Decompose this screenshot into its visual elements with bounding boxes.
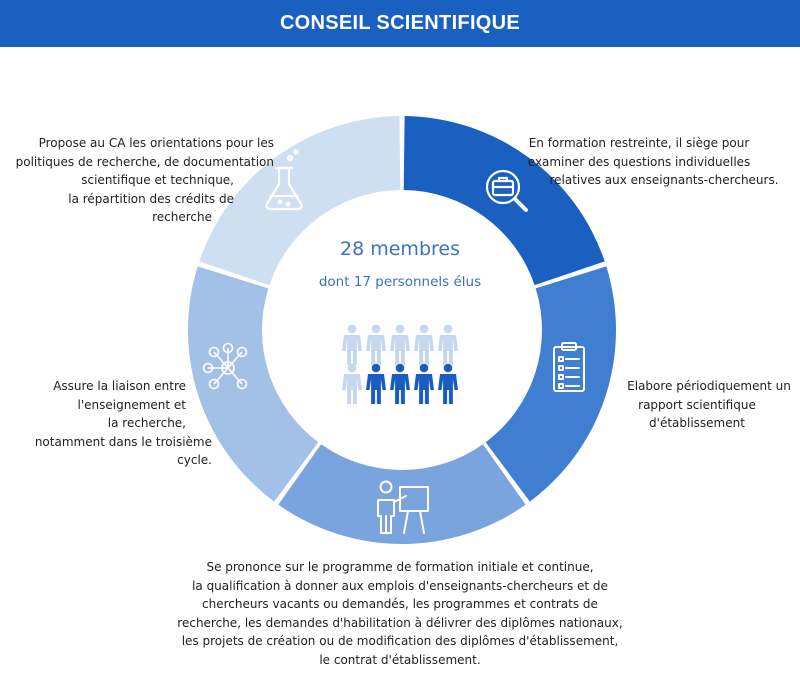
text-line: la répartition des crédits de	[68, 191, 234, 206]
text-line: recherche, les demandes d'habilitation à délivrer des diplômes nationaux,	[177, 615, 623, 630]
description-top-left	[2, 134, 274, 227]
text-line: la recherche,	[107, 416, 186, 430]
text-line: Se prononce sur le programme de formation initiale et continue,	[206, 560, 594, 574]
text-line: Propose au CA les orientations pour les	[38, 136, 274, 150]
description-left	[6, 377, 212, 470]
text-line: Assure la liaison entre	[53, 379, 186, 393]
text-line: cycle.	[177, 453, 212, 467]
page-title: CONSEIL SCIENTIFIQUE	[279, 12, 521, 34]
elected-count: dont 17 personnels élus	[318, 274, 482, 290]
text-line: chercheurs vacants ou demandés, les programmes et contrats de	[202, 597, 598, 611]
text-line: rapport scientifique	[638, 397, 756, 412]
text-line: En formation restreinte, il siège pour	[528, 136, 750, 150]
text-line: notamment dans le troisième	[34, 434, 212, 449]
description-top-right	[480, 134, 798, 190]
description-right	[602, 377, 792, 433]
text-line: les projets de création ou de modification des diplômes d'établissement,	[181, 634, 619, 648]
description-bottom	[150, 558, 650, 669]
text-line: relatives aux enseignants-chercheurs.	[549, 173, 779, 187]
text-line: le contrat d'établissement.	[319, 652, 481, 667]
text-line: recherche	[152, 210, 212, 224]
text-line: scientifique et technique,	[81, 173, 234, 187]
members-count: 28 membres	[340, 238, 460, 260]
text-line: examiner des questions individuelles	[527, 154, 751, 169]
text-line: Elabore périodiquement un	[627, 379, 791, 393]
text-line: l'enseignement et	[77, 397, 186, 412]
text-line: la qualification à donner aux emplois d'enseignants-chercheurs et de	[192, 578, 608, 593]
text-line: politiques de recherche, de documentation	[15, 154, 274, 169]
text-line: d'établissement	[649, 416, 745, 430]
